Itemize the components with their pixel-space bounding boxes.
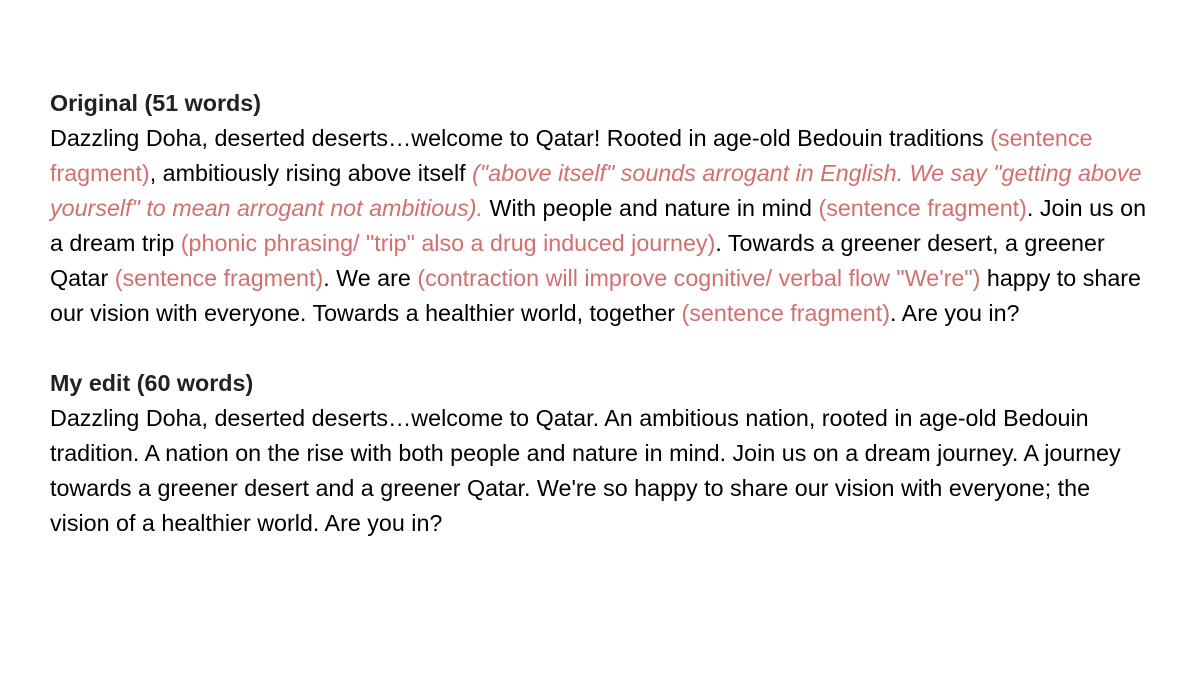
annotation-above-itself: ("above itself" sounds arrogant in English. We say "getting above yourself" to mean arrogant not ambitious). <box>50 160 1142 221</box>
annotation-sentence-fragment: (sentence fragment) <box>681 300 890 326</box>
original-text-segment: With people and nature in mind <box>483 195 819 221</box>
original-section <box>50 86 1150 331</box>
original-text-segment: , ambitiously rising above itself <box>149 160 473 186</box>
annotation-sentence-fragment: (sentence fragment) <box>818 195 1027 221</box>
document-body <box>50 86 1150 541</box>
original-text-segment: . Towards a greener desert, a greener Qatar <box>50 230 1105 291</box>
original-text-segment: . Join us on a dream trip <box>50 195 1147 256</box>
annotation-phonic-phrasing: (phonic phrasing/ "trip" also a drug induced journey) <box>180 230 716 256</box>
original-text-segment: . We are <box>323 265 418 291</box>
annotation-sentence-fragment: (sentence fragment) <box>114 265 324 291</box>
original-heading: Original (51 words) <box>50 90 262 116</box>
original-paragraph <box>50 121 1150 331</box>
original-text-segment: happy to share our vision with everyone. Towards a healthier world, together <box>50 265 1141 326</box>
annotation-sentence-fragment: (sentence fragment) <box>50 125 1093 186</box>
edit-heading: My edit (60 words) <box>50 370 254 396</box>
original-text-segment: Dazzling Doha, deserted deserts…welcome to Qatar! Rooted in age-old Bedouin traditions <box>50 125 991 151</box>
annotation-contraction: (contraction will improve cognitive/ verbal flow "We're") <box>417 265 981 291</box>
edit-paragraph: Dazzling Doha, deserted deserts…welcome to Qatar. An ambitious nation, rooted in age-old Bedouin tradition. A nation on the rise with both people and nature in mind. Join us on a dream journey. A journey towards a greener desert and a greener Qatar. We're so happy to share our vision with everyone; the vision of a healthier world. Are you in? <box>50 405 1121 536</box>
edit-section <box>50 366 1150 541</box>
original-text-segment: . Are you in? <box>890 300 1020 326</box>
